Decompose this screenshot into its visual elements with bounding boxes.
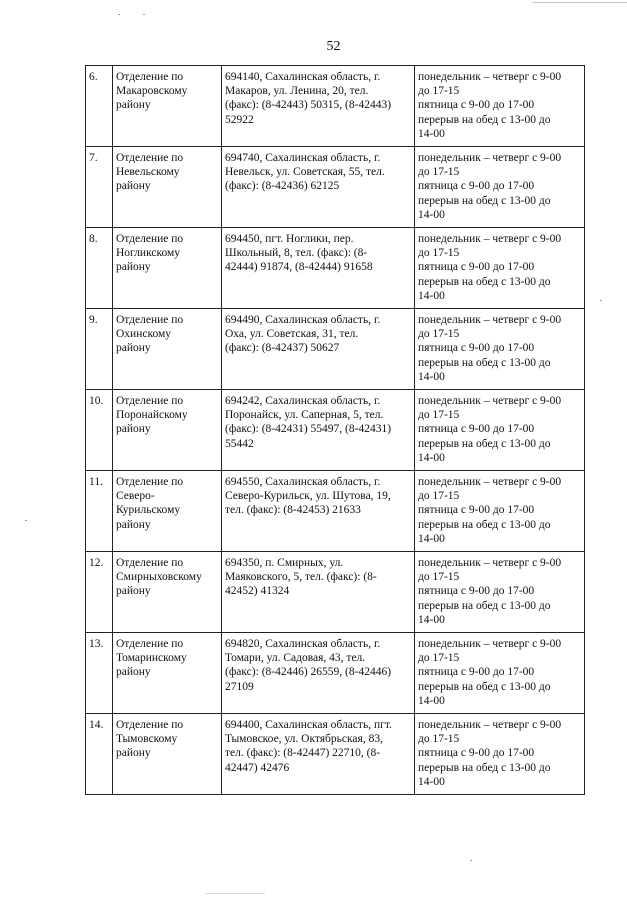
office-name-line: Отделение по [116, 395, 184, 407]
office-name-line: району [116, 585, 151, 598]
office-name-line: Тымовскому [116, 733, 178, 746]
office-name-cell [113, 552, 222, 633]
office-hours-cell [415, 390, 585, 471]
office-hours-line: перерыв на обед с 13-00 до [418, 356, 551, 369]
office-name-line: Отделение по [116, 557, 184, 569]
office-hours-cell [415, 714, 585, 795]
office-address-cell [222, 633, 415, 714]
office-name-cell [113, 714, 222, 795]
office-name-line: Макаровскому [116, 85, 188, 98]
office-address-line: 694450, пгт. Ноглики, пер. [225, 233, 354, 245]
office-address-line: Тымовское, ул. Октябрьская, 83, [225, 733, 383, 746]
office-hours-line: перерыв на обед с 13-00 до [418, 194, 551, 207]
office-hours-line: перерыв на обед с 13-00 до [418, 275, 551, 288]
office-hours-line: до 17-15 [418, 166, 460, 179]
row-number: 8. [86, 228, 113, 309]
office-hours-line: понедельник – четверг с 9-00 [418, 638, 562, 650]
office-hours-line: 14-00 [418, 613, 445, 626]
office-hours-cell [415, 66, 585, 147]
office-hours-cell [415, 228, 585, 309]
office-address-cell [222, 309, 415, 390]
office-name-line: Отделение по [116, 638, 184, 650]
office-name-line: району [116, 666, 151, 679]
office-hours-line: до 17-15 [418, 490, 460, 503]
office-name-line: району [116, 261, 151, 274]
office-address-cell [222, 228, 415, 309]
office-address-line: 55442 [225, 437, 254, 450]
table-row [86, 390, 585, 471]
office-name-line: Отделение по [116, 152, 184, 164]
office-address-line: 27109 [225, 680, 254, 693]
office-name-line: Охинскому [116, 328, 172, 341]
office-hours-line: понедельник – четверг с 9-00 [418, 233, 562, 245]
scan-speck [205, 893, 265, 894]
office-address-line: 694242, Сахалинская область, г. [225, 395, 381, 407]
row-number: 13. [86, 633, 113, 714]
office-name-line: району [116, 99, 151, 112]
office-address-cell [222, 390, 415, 471]
office-address-line: Томари, ул. Садовая, 43, тел. [225, 652, 366, 665]
office-address-cell [222, 471, 415, 552]
office-hours-line: перерыв на обед с 13-00 до [418, 761, 551, 774]
office-name-cell [113, 390, 222, 471]
office-address-line: 52922 [225, 113, 254, 126]
office-hours-line: пятница с 9-00 до 17-00 [418, 342, 535, 355]
office-address-line: (факс): (8-42431) 55497, (8-42431) [225, 423, 392, 436]
office-address-cell [222, 552, 415, 633]
office-address-line: (факс): (8-42437) 50627 [225, 342, 340, 355]
office-address-line: 694820, Сахалинская область, г. [225, 638, 381, 650]
office-address-line: Макаров, ул. Ленина, 20, тел. [225, 85, 369, 98]
office-name-cell [113, 147, 222, 228]
office-hours-line: понедельник – четверг с 9-00 [418, 152, 562, 164]
office-name-cell [113, 66, 222, 147]
office-address-line: 42447) 42476 [225, 761, 290, 774]
office-hours-line: перерыв на обед с 13-00 до [418, 680, 551, 693]
table-row [86, 714, 585, 795]
office-hours-cell [415, 552, 585, 633]
office-hours-line: 14-00 [418, 127, 445, 140]
office-hours-cell [415, 147, 585, 228]
office-name-line: району [116, 180, 151, 193]
row-number: 7. [86, 147, 113, 228]
scan-speck [600, 300, 602, 301]
office-hours-line: перерыв на обед с 13-00 до [418, 599, 551, 612]
page-number: 52 [326, 39, 341, 54]
row-number: 9. [86, 309, 113, 390]
office-hours-line: пятница с 9-00 до 17-00 [418, 747, 535, 760]
scan-speck [143, 14, 145, 15]
office-hours-line: пятница с 9-00 до 17-00 [418, 180, 535, 193]
office-address-line: Оха, ул. Советская, 31, тел. [225, 328, 359, 341]
office-hours-line: пятница с 9-00 до 17-00 [418, 261, 535, 274]
table-row [86, 633, 585, 714]
office-hours-line: 14-00 [418, 775, 445, 788]
table-body [86, 66, 585, 795]
office-address-cell [222, 66, 415, 147]
office-name-line: району [116, 747, 151, 760]
office-hours-line: понедельник – четверг с 9-00 [418, 71, 562, 83]
table-row [86, 147, 585, 228]
office-name-line: Смирныховскому [116, 571, 202, 584]
office-hours-line: пятница с 9-00 до 17-00 [418, 99, 535, 112]
scan-speck [470, 860, 472, 861]
row-number: 12. [86, 552, 113, 633]
office-name-line: Ногликскому [116, 247, 181, 260]
table-row [86, 552, 585, 633]
office-hours-cell [415, 309, 585, 390]
office-hours-cell [415, 633, 585, 714]
office-hours-line: понедельник – четверг с 9-00 [418, 719, 562, 731]
table-row [86, 471, 585, 552]
office-hours-line: 14-00 [418, 694, 445, 707]
office-hours-line: 14-00 [418, 532, 445, 545]
office-hours-line: понедельник – четверг с 9-00 [418, 395, 562, 407]
office-hours-line: перерыв на обед с 13-00 до [418, 113, 551, 126]
office-address-line: (факс): (8-42446) 26559, (8-42446) [225, 666, 392, 679]
office-name-line: району [116, 423, 151, 436]
office-hours-line: пятница с 9-00 до 17-00 [418, 666, 535, 679]
office-hours-line: перерыв на обед с 13-00 до [418, 518, 551, 531]
row-number: 10. [86, 390, 113, 471]
office-address-line: 42444) 91874, (8-42444) 91658 [225, 261, 373, 274]
branch-offices-table [85, 65, 585, 795]
table-row [86, 309, 585, 390]
office-hours-line: до 17-15 [418, 733, 460, 746]
office-hours-line: пятница с 9-00 до 17-00 [418, 585, 535, 598]
office-address-line: Северо-Курильск, ул. Шутова, 19, [225, 490, 391, 503]
row-number: 6. [86, 66, 113, 147]
office-hours-line: понедельник – четверг с 9-00 [418, 314, 562, 326]
office-hours-line: до 17-15 [418, 85, 460, 98]
office-address-line: 694140, Сахалинская область, г. [225, 71, 381, 83]
office-name-cell [113, 471, 222, 552]
office-name-line: району [116, 342, 151, 355]
office-hours-line: пятница с 9-00 до 17-00 [418, 504, 535, 517]
office-hours-line: до 17-15 [418, 328, 460, 341]
office-name-cell [113, 228, 222, 309]
office-name-line: Томаринскому [116, 652, 187, 665]
office-hours-line: до 17-15 [418, 652, 460, 665]
scan-edge-line [532, 2, 627, 3]
office-address-cell [222, 714, 415, 795]
office-address-cell [222, 147, 415, 228]
row-number: 14. [86, 714, 113, 795]
office-name-line: Северо- [116, 490, 155, 503]
office-hours-line: 14-00 [418, 370, 445, 383]
office-name-line: Невельскому [116, 166, 180, 179]
office-address-line: (факс): (8-42436) 62125 [225, 180, 340, 193]
office-address-line: Маяковского, 5, тел. (факс): (8- [225, 571, 377, 584]
office-hours-line: до 17-15 [418, 409, 460, 422]
office-name-line: Отделение по [116, 719, 184, 731]
office-address-line: тел. (факс): (8-42453) 21633 [225, 504, 361, 517]
row-number: 11. [86, 471, 113, 552]
office-name-line: району [116, 518, 151, 531]
office-name-line: Отделение по [116, 314, 184, 326]
office-address-line: (факс): (8-42443) 50315, (8-42443) [225, 99, 392, 112]
table-row [86, 228, 585, 309]
office-hours-line: до 17-15 [418, 571, 460, 584]
office-address-line: 42452) 41324 [225, 585, 290, 598]
office-hours-line: 14-00 [418, 451, 445, 464]
office-name-cell [113, 633, 222, 714]
table-row [86, 66, 585, 147]
scan-speck [25, 520, 27, 521]
office-hours-line: понедельник – четверг с 9-00 [418, 476, 562, 488]
office-name-line: Отделение по [116, 233, 184, 245]
office-address-line: 694350, п. Смирных, ул. [225, 557, 344, 569]
office-address-line: 694740, Сахалинская область, г. [225, 152, 381, 164]
office-name-line: Поронайскому [116, 409, 188, 422]
office-address-line: тел. (факс): (8-42447) 22710, (8- [225, 747, 381, 760]
office-name-cell [113, 309, 222, 390]
office-name-line: Курильскому [116, 504, 181, 517]
office-hours-line: перерыв на обед с 13-00 до [418, 437, 551, 450]
office-address-line: Поронайск, ул. Саперная, 5, тел. [225, 409, 384, 422]
office-hours-line: пятница с 9-00 до 17-00 [418, 423, 535, 436]
office-hours-cell [415, 471, 585, 552]
office-address-line: 694490, Сахалинская область, г. [225, 314, 381, 326]
office-address-line: 694400, Сахалинская область, пгт. [225, 719, 392, 731]
office-hours-line: до 17-15 [418, 247, 460, 260]
office-hours-line: 14-00 [418, 208, 445, 221]
office-address-line: Невельск, ул. Советская, 55, тел. [225, 166, 385, 179]
scan-speck [118, 14, 120, 15]
office-name-line: Отделение по [116, 476, 184, 488]
office-address-line: 694550, Сахалинская область, г. [225, 476, 381, 488]
office-hours-line: 14-00 [418, 289, 445, 302]
office-hours-line: понедельник – четверг с 9-00 [418, 557, 562, 569]
office-name-line: Отделение по [116, 71, 184, 83]
office-address-line: Школьный, 8, тел. (факс): (8- [225, 247, 368, 260]
